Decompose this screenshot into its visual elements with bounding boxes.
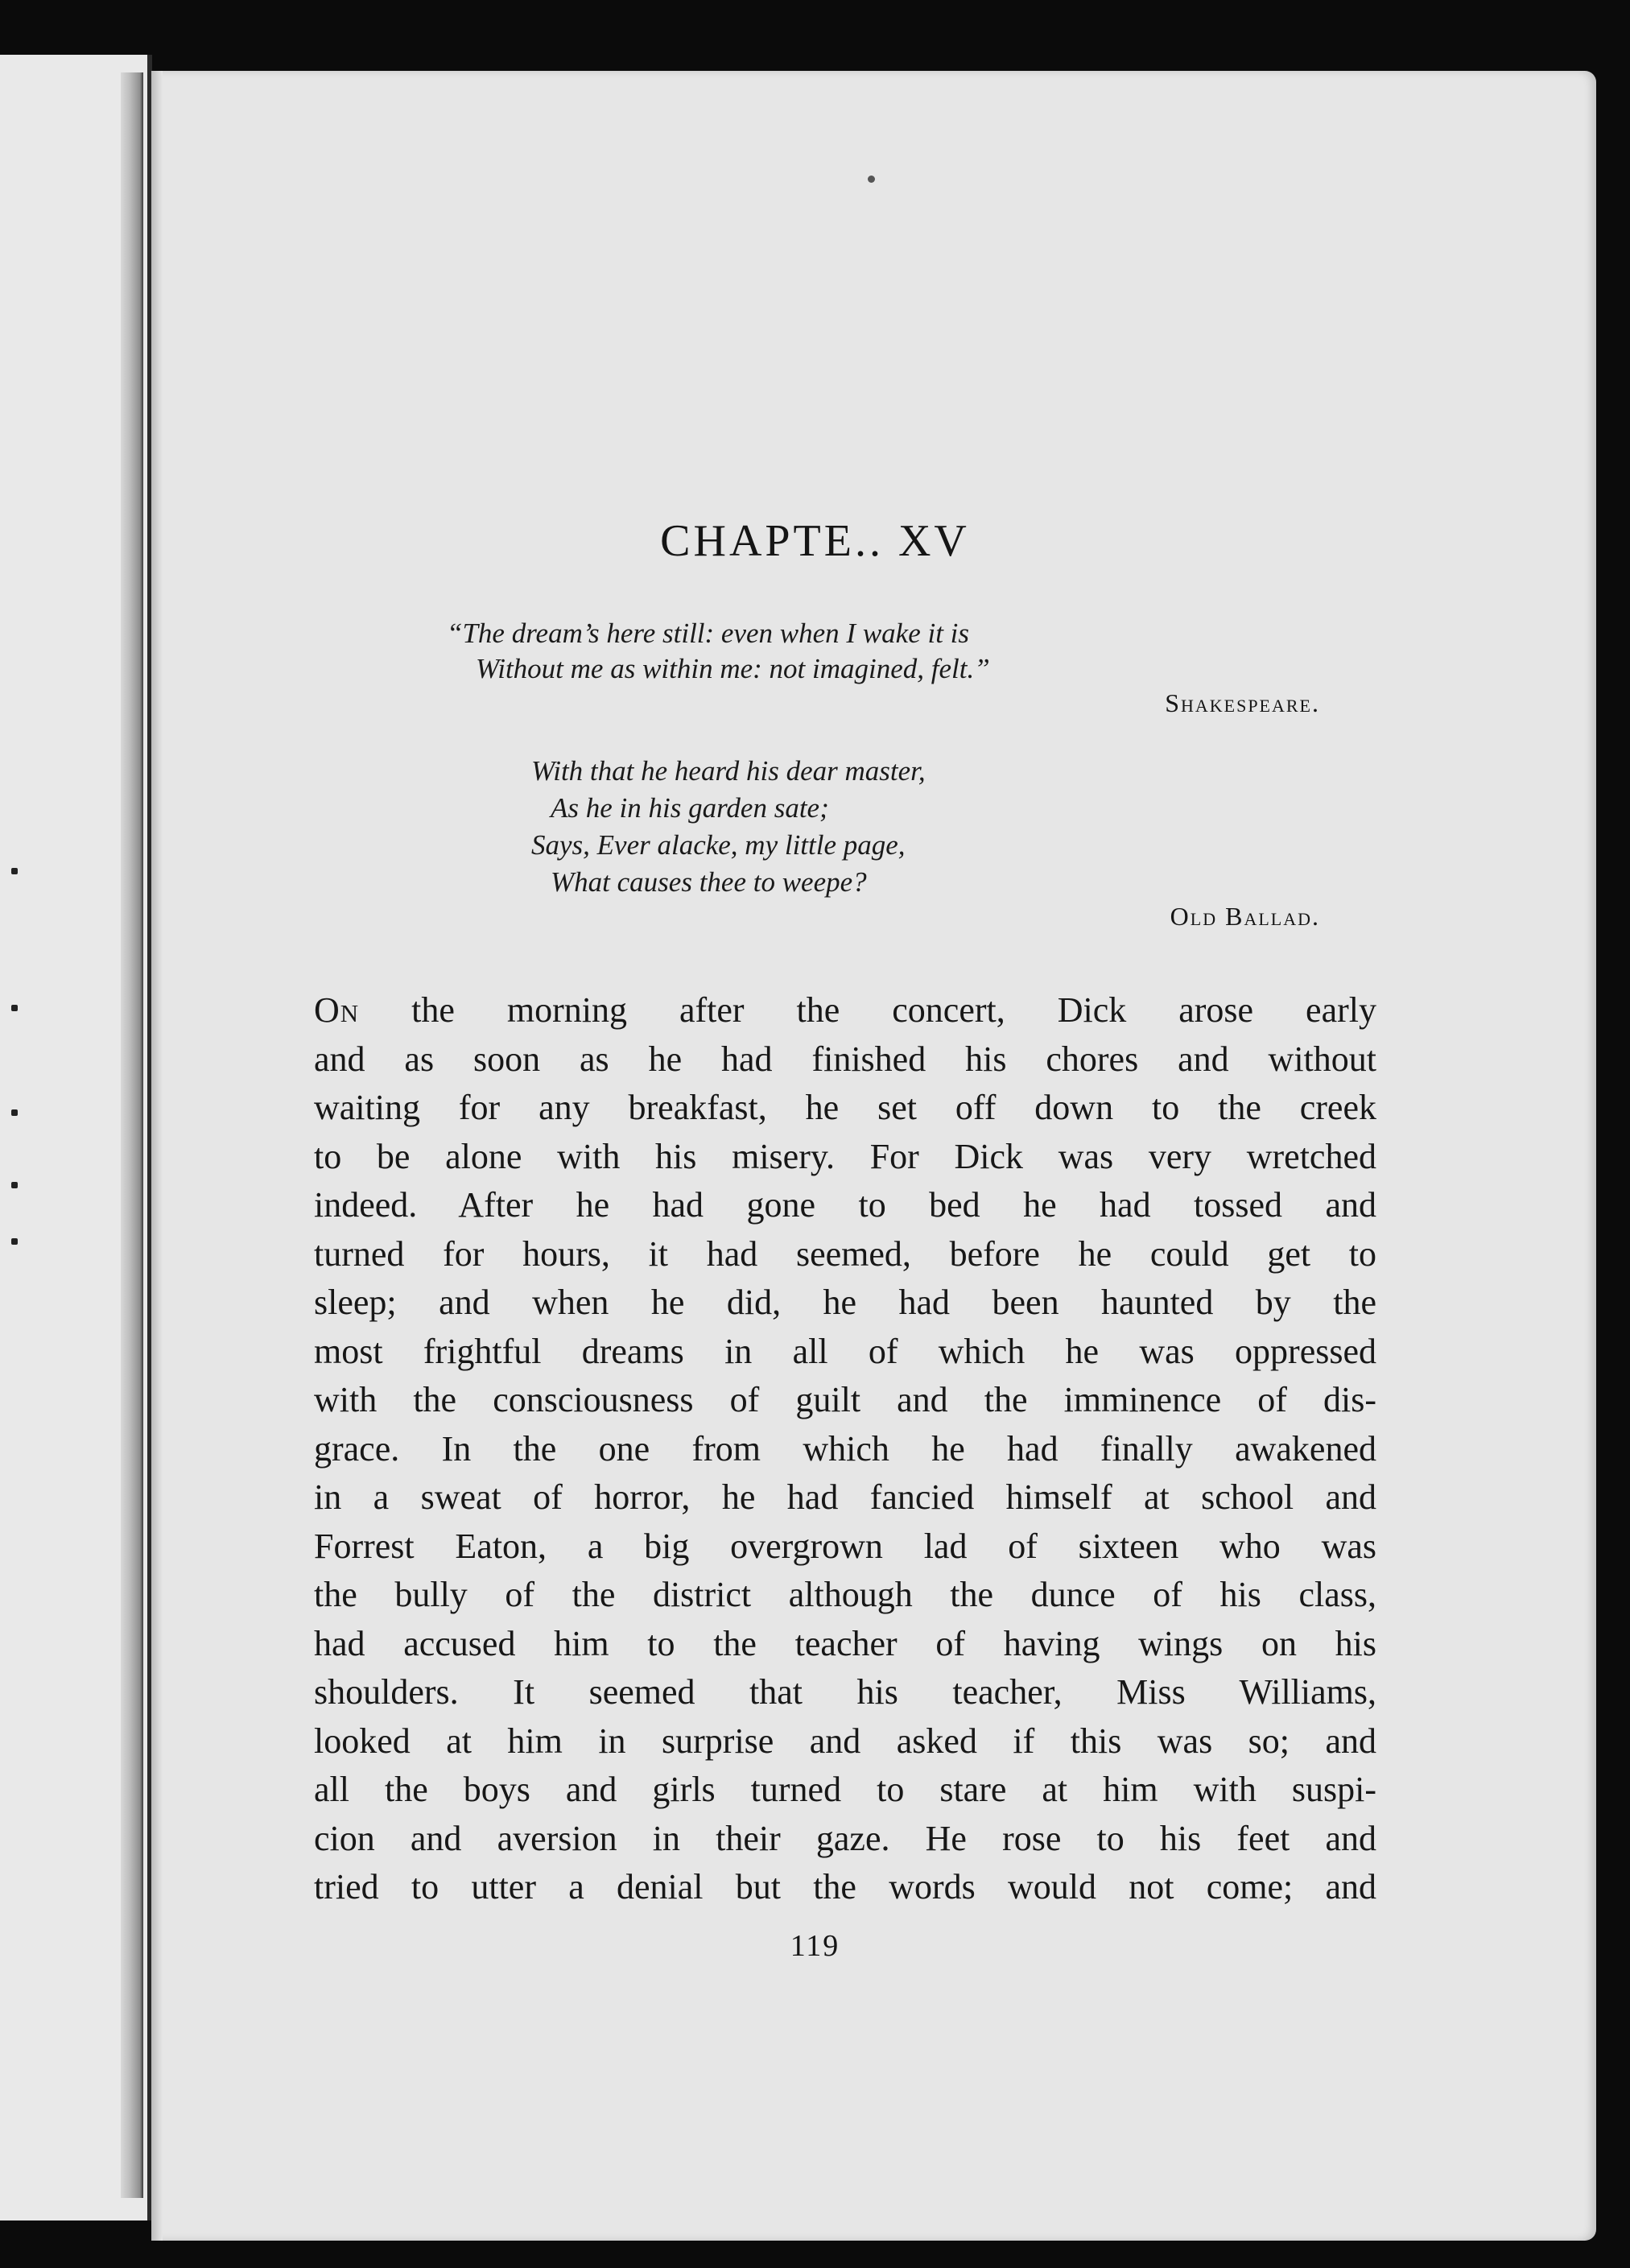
chapter-title: CHAPTE.. XV	[660, 516, 970, 566]
body-line: all the boys and girls turned to stare at him with suspi-	[314, 1770, 1376, 1809]
margin-mark	[11, 1005, 18, 1011]
margin-mark	[11, 1109, 18, 1116]
body-line: indeed. After he had gone to bed he had tossed and	[314, 1185, 1376, 1225]
body-line: sleep; and when he did, he had been haunted by the	[314, 1283, 1376, 1322]
page-spine-shadow	[151, 71, 163, 2241]
body-line: grace. In the one from which he had finally awakened	[314, 1428, 1376, 1469]
body-line: in a sweat of horror, he had fancied himself at school and	[314, 1477, 1376, 1517]
page-number: 119	[790, 1929, 840, 1963]
margin-mark	[11, 868, 18, 874]
body-line: to be alone with his misery. For Dick was very wretched	[314, 1136, 1376, 1176]
body-paragraph	[314, 986, 1376, 1912]
body-line: most frightful dreams in all of which he was oppressed	[314, 1331, 1376, 1371]
epigraph-line: Without me as within me: not imagined, felt.”	[476, 653, 990, 684]
print-speck	[868, 176, 875, 183]
epigraph-line: With that he heard his dear master,	[531, 755, 926, 787]
body-line: turned for hours, it had seemed, before he could get to	[314, 1233, 1376, 1274]
epigraph-line: What causes thee to weepe?	[551, 866, 867, 898]
epigraph-line: “The dream’s here still: even when I wake it is	[447, 618, 970, 649]
body-line: cion and aversion in their gaze. He rose to his feet and	[314, 1818, 1376, 1858]
body-line: Forrest Eaton, a big overgrown lad of sixteen who was	[314, 1526, 1376, 1566]
body-line: had accused him to the teacher of having wings on his	[314, 1623, 1376, 1663]
body-line-text: the morning after the concert, Dick arose early	[359, 990, 1376, 1030]
body-line: waiting for any breakfast, he set off down to the creek	[314, 1088, 1376, 1127]
body-line: and as soon as he had finished his chores and without	[314, 1039, 1376, 1079]
margin-mark	[11, 1238, 18, 1245]
margin-mark	[11, 1182, 18, 1188]
epigraph-ballad	[531, 753, 1256, 901]
body-line: tried to utter a denial but the words would not come; and	[314, 1867, 1376, 1907]
body-line: the bully of the district although the dunce of his class,	[314, 1575, 1376, 1614]
body-line: with the consciousness of guilt and the imminence of dis-	[314, 1380, 1376, 1419]
body-line: looked at him in surprise and asked if this was so; and	[314, 1721, 1376, 1761]
epigraph-attribution: Old Ballad.	[1170, 902, 1320, 931]
epigraph-line: As he in his garden sate;	[551, 792, 829, 824]
epigraph-attribution: Shakespeare.	[1165, 688, 1320, 717]
dropcap-word: On	[314, 990, 360, 1030]
book-gutter	[121, 72, 143, 2198]
epigraph-line: Says, Ever alacke, my little page,	[531, 829, 906, 861]
epigraph-shakespeare	[447, 616, 1332, 687]
body-line: shoulders. It seemed that his teacher, Miss Williams,	[314, 1672, 1376, 1712]
body-line	[314, 986, 1376, 1035]
